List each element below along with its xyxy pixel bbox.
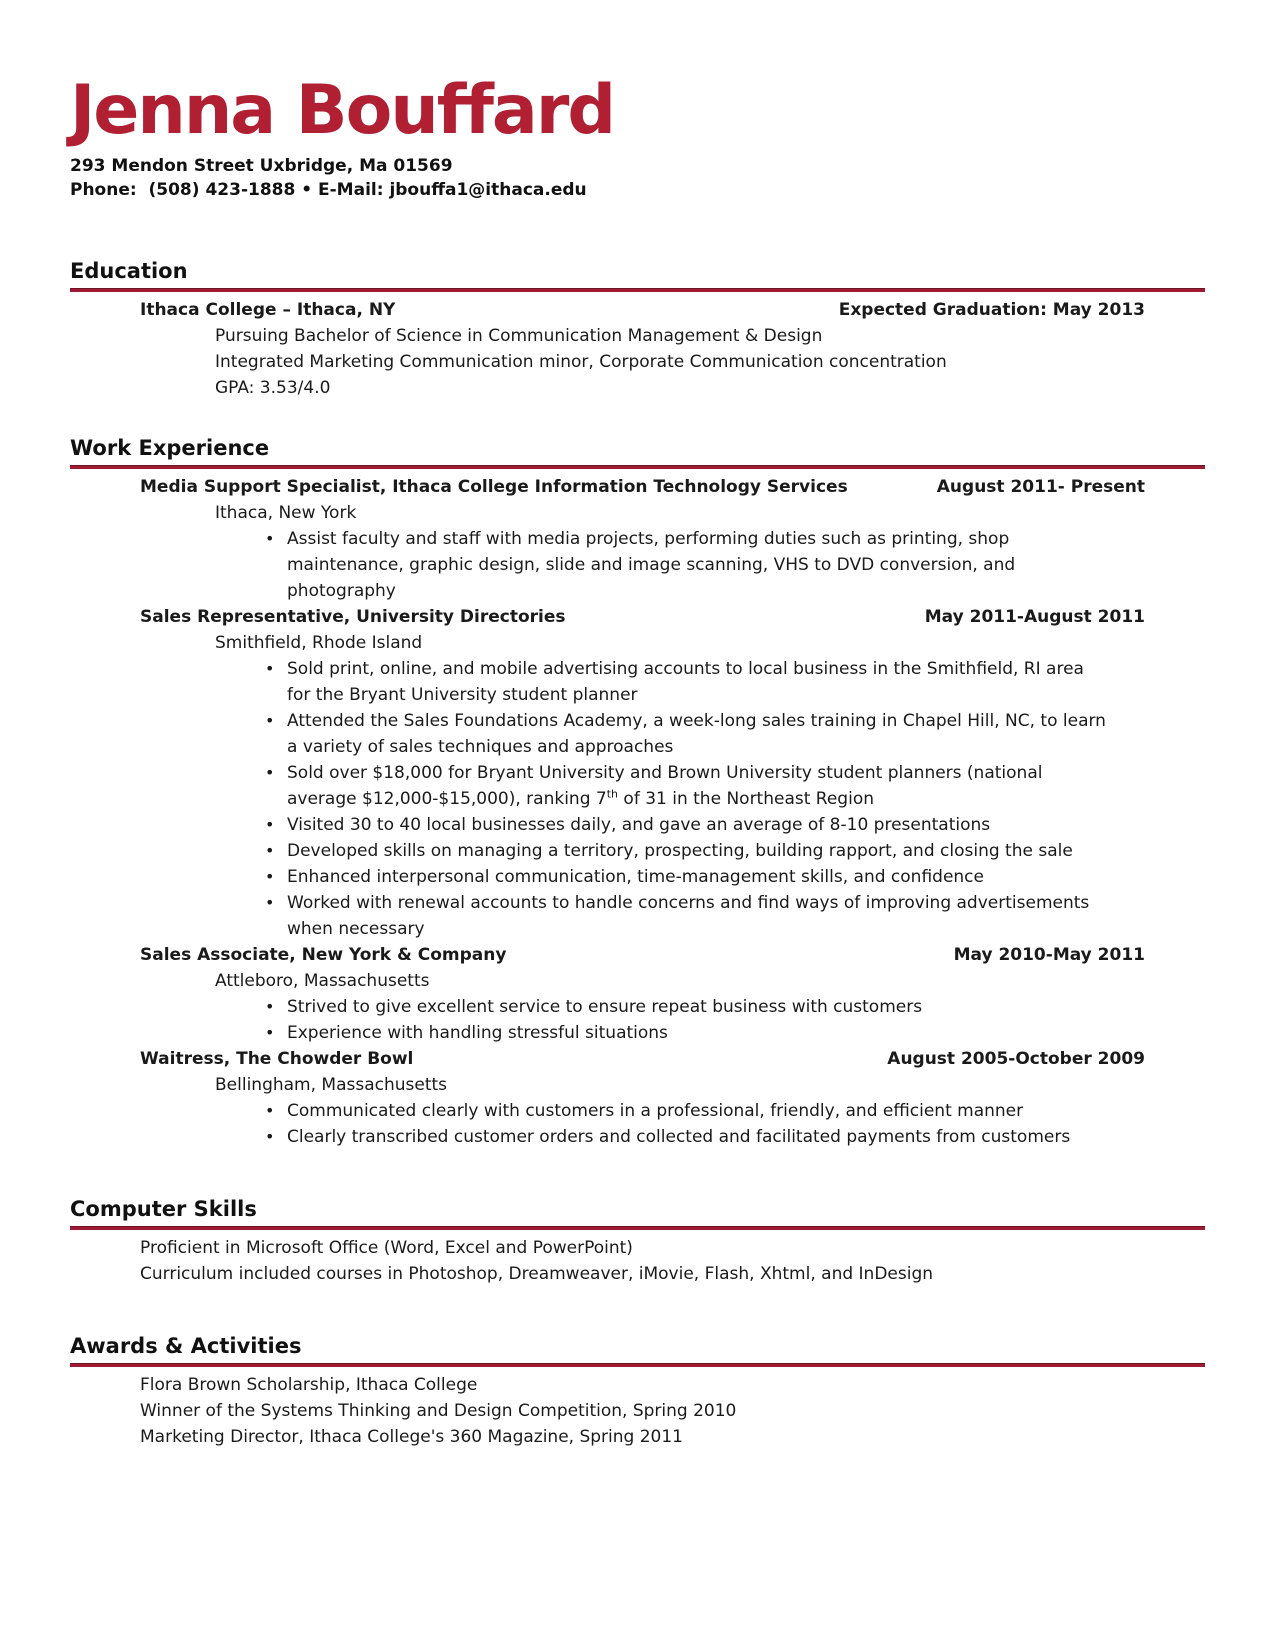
person-name: Jenna Bouffard bbox=[70, 71, 615, 150]
skill-line: Curriculum included courses in Photoshop, Dreamweaver, iMovie, Flash, Xhtml, and InDesign bbox=[140, 1264, 934, 1284]
job-title: Waitress, The Chowder Bowl bbox=[140, 1049, 414, 1069]
graduation-date: Expected Graduation: May 2013 bbox=[838, 300, 1145, 320]
job-entry-header bbox=[70, 604, 1205, 630]
section-divider-rule bbox=[70, 288, 1205, 292]
section-divider-rule bbox=[70, 1226, 1205, 1230]
bullet-item: • Visited 30 to 40 local businesses daily, and gave an average of 8-10 presentations bbox=[255, 812, 1107, 838]
bullet-item bbox=[255, 760, 1107, 812]
address-line: 293 Mendon Street Uxbridge, Ma 01569 bbox=[70, 156, 453, 176]
education-detail-line: Integrated Marketing Communication minor, Corporate Communication concentration bbox=[215, 352, 947, 372]
ordinal-suffix: th bbox=[606, 787, 619, 801]
bullet-item: • Clearly transcribed customer orders and collected and facilitated payments from customers bbox=[255, 1124, 1107, 1150]
section-computer-skills bbox=[70, 1196, 1205, 1287]
job-entry bbox=[70, 474, 1205, 604]
bullet-item: • Assist faculty and staff with media projects, performing duties such as printing, shop maintenance, graphic design, slide and image scanning, VHS to DVD conversion, and photography bbox=[255, 526, 1107, 604]
bullet-text: Sold over $18,000 for Bryant University and Brown University student planners (national average $12,000-$15,000), ranking 7 bbox=[287, 763, 1043, 809]
job-dates: May 2011-August 2011 bbox=[924, 607, 1145, 627]
education-gpa-line: GPA: 3.53/4.0 bbox=[215, 378, 331, 398]
section-work-experience bbox=[70, 435, 1205, 1150]
job-entry-header bbox=[70, 474, 1205, 500]
bullet-item: • Worked with renewal accounts to handle concerns and find ways of improving advertisements when necessary bbox=[255, 890, 1107, 942]
job-bullet-list bbox=[255, 1098, 1205, 1150]
job-location: Bellingham, Massachusetts bbox=[215, 1075, 448, 1095]
bullet-item: • Enhanced interpersonal communication, time-management skills, and confidence bbox=[255, 864, 1107, 890]
award-line: Flora Brown Scholarship, Ithaca College bbox=[140, 1375, 478, 1395]
bullet-text: of 31 in the Northeast Region bbox=[618, 789, 874, 809]
job-location: Smithfield, Rhode Island bbox=[215, 633, 423, 653]
bullet-item: • Strived to give excellent service to ensure repeat business with customers bbox=[255, 994, 1107, 1020]
job-dates: August 2011- Present bbox=[936, 477, 1145, 497]
job-dates: May 2010-May 2011 bbox=[953, 945, 1145, 965]
award-line: Marketing Director, Ithaca College's 360 Magazine, Spring 2011 bbox=[140, 1427, 683, 1447]
job-location: Attleboro, Massachusetts bbox=[215, 971, 430, 991]
section-awards-activities bbox=[70, 1333, 1205, 1450]
work-experience-heading: Work Experience bbox=[70, 436, 270, 460]
job-title: Media Support Specialist, Ithaca College Information Technology Services bbox=[140, 477, 848, 497]
awards-heading: Awards & Activities bbox=[70, 1334, 302, 1358]
bullet-item: • Sold print, online, and mobile advertising accounts to local business in the Smithfield, RI area for the Bryant University student planner bbox=[255, 656, 1107, 708]
section-education bbox=[70, 258, 1205, 401]
job-entry bbox=[70, 942, 1205, 1046]
bullet-item: • Communicated clearly with customers in a professional, friendly, and efficient manner bbox=[255, 1098, 1107, 1124]
education-detail-line: Pursuing Bachelor of Science in Communication Management & Design bbox=[215, 326, 823, 346]
skill-line: Proficient in Microsoft Office (Word, Excel and PowerPoint) bbox=[140, 1238, 633, 1258]
job-entry bbox=[70, 1046, 1205, 1150]
bullet-item: • Developed skills on managing a territory, prospecting, building rapport, and closing the sale bbox=[255, 838, 1107, 864]
job-entry-header bbox=[70, 1046, 1205, 1072]
award-line: Winner of the Systems Thinking and Design Competition, Spring 2010 bbox=[140, 1401, 737, 1421]
section-divider-rule bbox=[70, 1363, 1205, 1367]
job-entry-header bbox=[70, 942, 1205, 968]
bullet-item: • Attended the Sales Foundations Academy, a week-long sales training in Chapel Hill, NC, to learn a variety of sales techniques and approaches bbox=[255, 708, 1107, 760]
resume-header bbox=[70, 71, 1205, 202]
job-dates: August 2005-October 2009 bbox=[887, 1049, 1145, 1069]
job-location: Ithaca, New York bbox=[215, 503, 357, 523]
contact-line: Phone: (508) 423-1888 • E-Mail: jbouffa1@ithaca.edu bbox=[70, 180, 587, 200]
job-title: Sales Representative, University Directories bbox=[140, 607, 566, 627]
education-heading: Education bbox=[70, 259, 188, 283]
job-bullet-list bbox=[255, 994, 1205, 1046]
job-bullet-list bbox=[255, 656, 1205, 942]
education-entry-header bbox=[70, 297, 1205, 323]
job-title: Sales Associate, New York & Company bbox=[140, 945, 507, 965]
school-name: Ithaca College – Ithaca, NY bbox=[140, 300, 396, 320]
section-divider-rule bbox=[70, 465, 1205, 469]
computer-skills-heading: Computer Skills bbox=[70, 1197, 257, 1221]
job-bullet-list bbox=[255, 526, 1205, 604]
bullet-item: • Experience with handling stressful situations bbox=[255, 1020, 1107, 1046]
job-entry bbox=[70, 604, 1205, 942]
